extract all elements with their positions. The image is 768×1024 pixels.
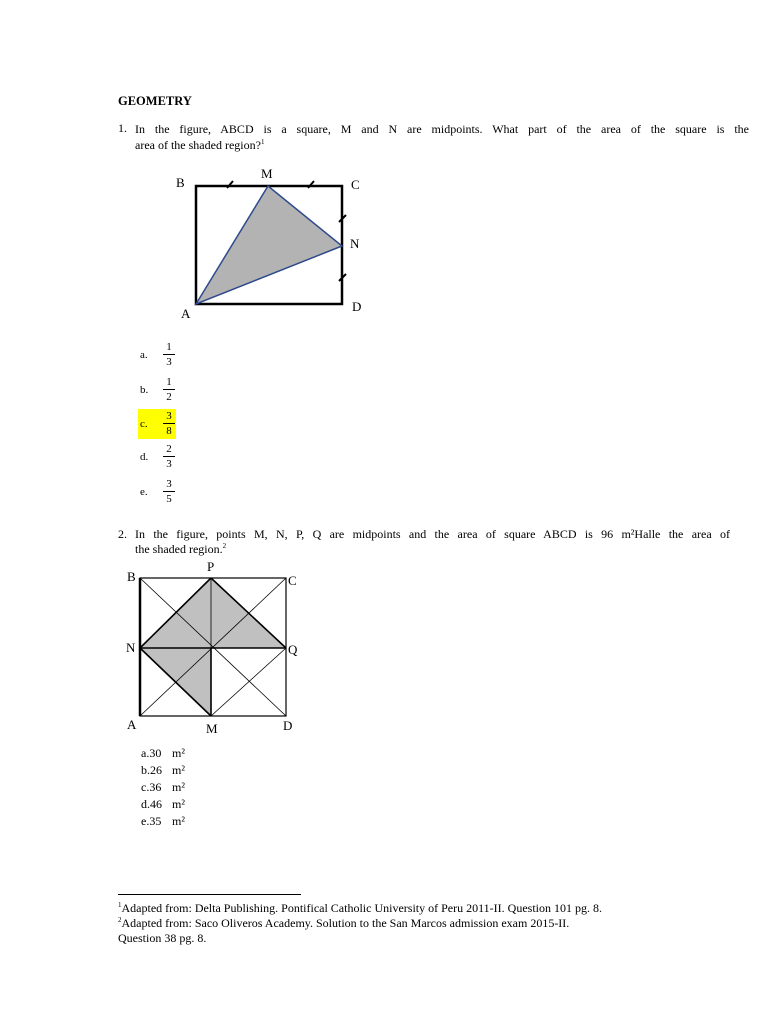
fraction-bar bbox=[163, 491, 175, 492]
answer-value: c.36 bbox=[141, 780, 162, 794]
question-2-number: 2. bbox=[118, 527, 127, 541]
label-m: M bbox=[261, 166, 273, 181]
label-a: A bbox=[127, 717, 137, 732]
answer-d bbox=[141, 797, 185, 812]
question-1-number: 1. bbox=[118, 121, 127, 135]
denominator: 5 bbox=[166, 493, 172, 505]
shaded-triangle bbox=[196, 186, 342, 304]
label-b: B bbox=[127, 569, 136, 584]
question-1-text-continued bbox=[135, 137, 264, 153]
footnote-1-text: Adapted from: Delta Publishing. Pontifical Catholic University of Peru 2011-II. Question 101 pg. 8. bbox=[121, 901, 602, 915]
label-q: Q bbox=[288, 642, 298, 657]
numerator: 1 bbox=[166, 376, 172, 388]
fraction-bar bbox=[163, 354, 175, 355]
footnote-ref-1: 1 bbox=[260, 138, 265, 146]
answer-value: e.35 bbox=[141, 814, 162, 828]
footnote-2-mark: 2 bbox=[118, 916, 122, 924]
fraction-bar bbox=[163, 456, 175, 457]
section-heading: GEOMETRY bbox=[118, 94, 192, 108]
question-2-text-continued bbox=[135, 542, 226, 557]
answer-value: d.46 bbox=[141, 797, 162, 811]
fraction-bar bbox=[163, 423, 175, 424]
question-1-text-line2: area of the shaded region? bbox=[135, 138, 261, 152]
option-a-fraction bbox=[163, 341, 175, 368]
footnote-1 bbox=[118, 901, 602, 916]
option-a-letter: a. bbox=[140, 349, 148, 361]
fraction-bar bbox=[163, 389, 175, 390]
label-n: N bbox=[350, 236, 360, 251]
numerator: 1 bbox=[166, 341, 172, 353]
question-2-figure bbox=[120, 558, 320, 738]
answer-a bbox=[141, 746, 185, 761]
footnote-separator bbox=[118, 894, 301, 895]
numerator: 3 bbox=[166, 478, 172, 490]
denominator: 3 bbox=[166, 458, 172, 470]
answer-unit: m² bbox=[172, 780, 185, 794]
label-c: C bbox=[288, 573, 297, 588]
question-2-text-line2: the shaded region. bbox=[135, 542, 223, 556]
option-d-fraction bbox=[163, 443, 175, 470]
option-e-letter: e. bbox=[140, 486, 148, 498]
denominator: 2 bbox=[166, 391, 172, 403]
answer-unit: m² bbox=[172, 814, 185, 828]
answer-e bbox=[141, 814, 185, 829]
answer-b bbox=[141, 763, 185, 778]
question-2-text: In the figure, points M, N, P, Q are midpoints and the area of square ABCD is 96 m²Halle the area of bbox=[135, 527, 730, 541]
option-c-letter: c. bbox=[140, 418, 148, 430]
answer-unit: m² bbox=[172, 797, 185, 811]
footnote-2-continued: Question 38 pg. 8. bbox=[118, 931, 207, 945]
numerator: 3 bbox=[166, 410, 172, 422]
label-d: D bbox=[283, 718, 293, 733]
label-b: B bbox=[176, 175, 185, 190]
label-n: N bbox=[126, 640, 136, 655]
label-m: M bbox=[206, 721, 218, 736]
answer-unit: m² bbox=[172, 746, 185, 760]
answer-value: b.26 bbox=[141, 763, 162, 777]
label-d: D bbox=[352, 299, 362, 314]
option-c-fraction bbox=[163, 410, 175, 437]
answer-value: a.30 bbox=[141, 746, 162, 760]
label-c: C bbox=[351, 177, 360, 192]
option-b-fraction bbox=[163, 376, 175, 403]
question-1-figure bbox=[160, 162, 380, 327]
answer-c bbox=[141, 780, 185, 795]
denominator: 3 bbox=[166, 356, 172, 368]
footnote-ref-2: 2 bbox=[222, 542, 227, 550]
denominator: 8 bbox=[166, 425, 172, 437]
answer-unit: m² bbox=[172, 763, 185, 777]
option-d-letter: d. bbox=[140, 451, 149, 463]
option-e-fraction bbox=[163, 478, 175, 505]
numerator: 2 bbox=[166, 443, 172, 455]
footnote-2-text: Adapted from: Saco Oliveros Academy. Solution to the San Marcos admission exam 2015-II. bbox=[121, 916, 570, 930]
label-p: P bbox=[207, 559, 215, 574]
question-1-text: In the figure, ABCD is a square, M and N are midpoints. What part of the area of the square is the bbox=[135, 122, 749, 136]
label-a: A bbox=[181, 306, 191, 321]
footnote-2 bbox=[118, 916, 569, 931]
option-b-letter: b. bbox=[140, 384, 149, 396]
footnote-1-mark: 1 bbox=[118, 901, 122, 909]
